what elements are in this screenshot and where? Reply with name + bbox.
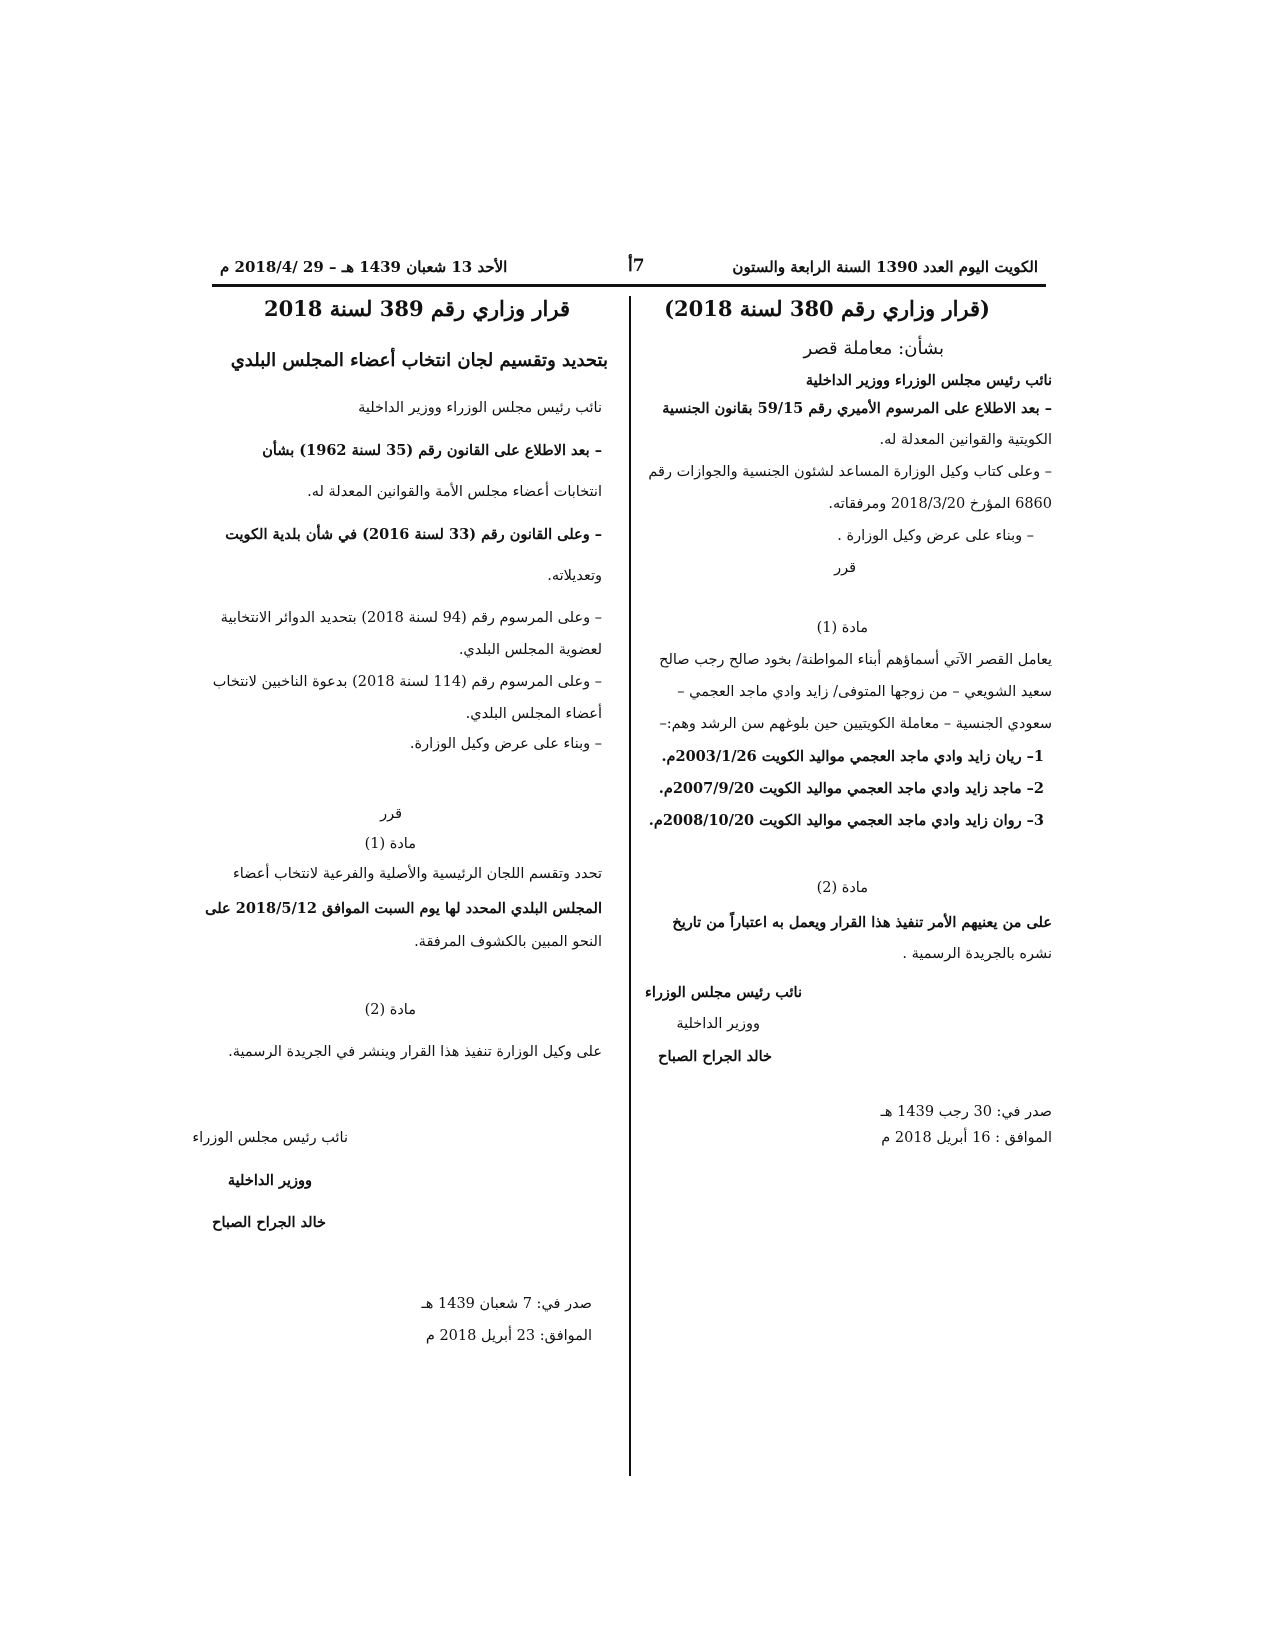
decree-389-article-1-line: النحو المبين بالكشوف المرفقة.	[414, 934, 602, 950]
decree-389-preamble-line: لعضوية المجلس البلدي.	[458, 642, 602, 658]
decree-380-article-1-line: سعيد الشويعي – من زوجها المتوفى/ زايد وادي ماجد العجمي –	[677, 684, 1052, 700]
decree-389-article-2-line: على وكيل الوزارة تنفيذ هذا القرار وينشر في الجريدة الرسمية.	[228, 1044, 602, 1060]
decree-380-issuer: نائب رئيس مجلس الوزراء ووزير الداخلية	[805, 372, 1052, 389]
decree-380-issued-date: صدر في: 30 رجب 1439 هـ	[880, 1104, 1052, 1120]
decree-380-subject: بشأن: معاملة قصر	[803, 338, 944, 359]
decree-389-preamble-line: – وعلى القانون رقم (33 لسنة 2016) في شأن بلدية الكويت	[225, 526, 602, 543]
header-date: الأحد 13 شعبان 1439 هـ – 29 /2018/4 م	[220, 258, 508, 276]
decree-389-preamble-line: – بعد الاطلاع على القانون رقم (35 لسنة 1962) بشأن	[262, 442, 602, 459]
column-divider	[629, 296, 631, 1476]
decree-389-signature-role: ووزير الداخلية	[227, 1172, 312, 1189]
header-publication: الكويت اليوم العدد 1390 السنة الرابعة والستون	[732, 258, 1038, 276]
decree-380-preamble-line: 6860 المؤرخ 2018/3/20 ومرفقاته.	[828, 496, 1052, 512]
decree-380-title: (قرار وزاري رقم 380 لسنة 2018)	[664, 296, 990, 321]
decree-389-preamble-line: – وبناء على عرض وكيل الوزارة.	[409, 736, 602, 752]
decree-380-signature-role: ووزير الداخلية	[676, 1016, 760, 1032]
decree-389-signature-title: نائب رئيس مجلس الوزراء	[192, 1130, 348, 1146]
decree-380-article-1-heading: مادة (1)	[816, 620, 868, 636]
decree-389-preamble-line: – وعلى المرسوم رقم (114 لسنة 2018) بدعوة الناخبين لانتخاب	[212, 674, 602, 690]
decree-389-article-2-heading: مادة (2)	[364, 1002, 416, 1018]
decree-389-preamble-line: أعضاء المجلس البلدي.	[465, 706, 602, 722]
decree-380-decided: قرر	[834, 560, 856, 576]
decree-389-preamble-line: وتعديلاته.	[547, 568, 602, 584]
decree-389-title: قرار وزاري رقم 389 لسنة 2018	[263, 296, 570, 321]
decree-380-preamble-line: – وبناء على عرض وكيل الوزارة .	[837, 528, 1034, 544]
decree-380-child-item: 3– روان زايد وادي ماجد العجمي مواليد الكويت 2008/10/20م.	[648, 812, 1044, 829]
decree-380-article-2-line: نشره بالجريدة الرسمية .	[902, 946, 1052, 962]
decree-380-article-2-line: على من يعنيهم الأمر تنفيذ هذا القرار ويعمل به اعتباراً من تاريخ	[672, 914, 1052, 931]
decree-389-signature-name: خالد الجراح الصباح	[212, 1214, 326, 1231]
decree-389-issuer: نائب رئيس مجلس الوزراء ووزير الداخلية	[358, 400, 602, 416]
decree-389-article-1-line: تحدد وتقسم اللجان الرئيسية والأصلية والفرعية لانتخاب أعضاء	[232, 866, 602, 882]
decree-380-signature-name: خالد الجراح الصباح	[658, 1048, 772, 1065]
decree-380-preamble-line: – وعلى كتاب وكيل الوزارة المساعد لشئون الجنسية والجوازات رقم	[648, 464, 1052, 480]
decree-389-article-1-line: المجلس البلدي المحدد لها يوم السبت الموافق 2018/5/12 على	[205, 900, 602, 917]
decree-389-preamble-line: – وعلى المرسوم رقم (94 لسنة 2018) بتحديد الدوائر الانتخابية	[220, 610, 602, 626]
decree-380-signature-title: نائب رئيس مجلس الوزراء	[645, 984, 802, 1001]
decree-380-preamble-line: الكويتية والقوانين المعدلة له.	[879, 432, 1052, 448]
decree-380-article-1-line: سعودي الجنسية – معاملة الكويتيين حين بلوغهم سن الرشد وهم:–	[659, 716, 1052, 732]
decree-380-child-item: 2– ماجد زايد وادي ماجد العجمي مواليد الكويت 2007/9/20م.	[658, 780, 1044, 797]
decree-380-preamble-line: – بعد الاطلاع على المرسوم الأميري رقم 59/15 بقانون الجنسية	[662, 400, 1052, 417]
header-page-number: 7أ	[628, 256, 645, 276]
decree-380-child-item: 1– ريان زايد وادي ماجد العجمي مواليد الكويت 2003/1/26م.	[661, 748, 1044, 765]
decree-380-gregorian-date: الموافق : 16 أبريل 2018 م	[881, 1130, 1052, 1146]
decree-389-subject: بتحديد وتقسيم لجان انتخاب أعضاء المجلس البلدي	[230, 350, 608, 371]
page-header	[212, 248, 1046, 287]
decree-389-article-1-heading: مادة (1)	[364, 836, 416, 852]
decree-389-gregorian-date: الموافق: 23 أبريل 2018 م	[425, 1328, 592, 1344]
decree-380-article-2-heading: مادة (2)	[816, 880, 868, 896]
decree-389-issued-date: صدر في: 7 شعبان 1439 هـ	[421, 1296, 592, 1312]
decree-380-article-1-line: يعامل القصر الآتي أسماؤهم أبناء المواطنة/ بخود صالح رجب صالح	[659, 652, 1052, 668]
decree-389-preamble-line: انتخابات أعضاء مجلس الأمة والقوانين المعدلة له.	[307, 484, 602, 500]
decree-389-decided: قرر	[380, 806, 402, 822]
